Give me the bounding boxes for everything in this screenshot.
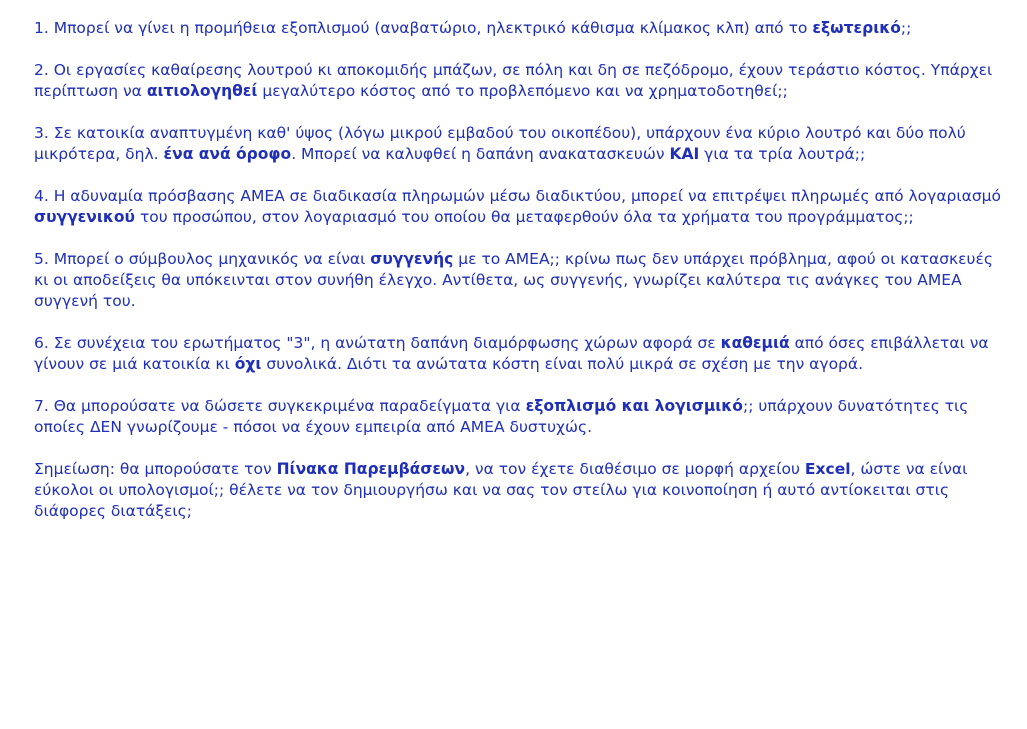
segment: 5. Μπορεί ο σύμβουλος μηχανικός να είναι <box>34 250 371 268</box>
question-7 <box>34 396 1009 438</box>
bold-term: ένα ανά όροφο <box>163 145 292 163</box>
segment: , ώστε να είναι εύκολοι οι υπολογισμοί;; θέλετε να τον δημιουργήσω και να σας τον στείλω για κοινοποίηση ή αυτό αντίοκειται στις διάφορες διατάξεις; <box>34 460 968 520</box>
question-3 <box>34 123 1009 165</box>
segment: 1. Μπορεί να γίνει η προμήθεια εξοπλισμού (αναβατώριο, ηλεκτρικό κάθισμα κλίμακος κλπ) από το <box>34 19 813 37</box>
bold-term: ΚΑΙ <box>669 145 700 163</box>
segment: . Μπορεί να καλυφθεί η δαπάνη ανακατασκευών <box>291 145 670 163</box>
bold-term: συγγενικού <box>34 208 136 226</box>
segment: μεγαλύτερο κόστος από το προβλεπόμενο και να χρηματοδοτηθεί;; <box>257 82 788 100</box>
segment: από όσες επιβάλλεται να γίνουν σε μιά κατοικία κι <box>34 334 989 373</box>
bold-term: εξοπλισμό και λογισμικό <box>525 397 743 415</box>
segment: ;; <box>900 19 912 37</box>
segment: 3. Σε κατοικία αναπτυγμένη καθ' ύψος (λόγω μικρού εμβαδού του οικοπέδου), υπάρχουν ένα κύριο λουτρό και δύο πολύ μικρότερα, δηλ. <box>34 124 966 163</box>
note-paragraph <box>34 459 1009 522</box>
segment: του προσώπου, στον λογαριασμό του οποίου θα μεταφερθούν όλα τα χρήματα του προγράμματος;; <box>135 208 914 226</box>
question-5 <box>34 249 1009 312</box>
segment: ;; υπάρχουν δυνατότητες τις οποίες ΔΕΝ γνωρίζουμε - πόσοι να έχουν εμπειρία από ΑΜΕΑ δυστυχώς. <box>34 397 969 436</box>
question-1 <box>34 18 1009 39</box>
bold-term: αιτιολογηθεί <box>146 82 258 100</box>
segment: για τα τρία λουτρά;; <box>699 145 866 163</box>
bold-term: εξωτερικό <box>812 19 901 37</box>
segment: 6. Σε συνέχεια του ερωτήματος "3", η ανώτατη δαπάνη διαμόρφωσης χώρων αφορά σε <box>34 334 721 352</box>
segment: , να τον έχετε διαθέσιμο σε μορφή αρχείου <box>465 460 805 478</box>
bold-term: συγγενής <box>370 250 454 268</box>
segment: συνολικά. Διότι τα ανώτατα κόστη είναι πολύ μικρά σε σχέση με την αγορά. <box>261 355 864 373</box>
segment: 2. Οι εργασίες καθαίρεσης λουτρού κι αποκομιδής μπάζων, σε πόλη και δη σε πεζόδρομο, έχουν τεράστιο κόστος. Υπάρχει περίπτωση να <box>34 61 993 100</box>
question-6 <box>34 333 1009 375</box>
bold-term: Excel <box>804 460 851 478</box>
bold-term: Πίνακα Παρεμβάσεων <box>276 460 466 478</box>
segment: με το ΑΜΕΑ;; κρίνω πως δεν υπάρχει πρόβλημα, αφού οι κατασκευές κι οι αποδείξεις θα υπόκεινται στον συνήθη έλεγχο. Αντίθετα, ως συγγενής, γνωρίζει καλύτερα τις ανάγκες του ΑΜΕΑ συγγενή του. <box>34 250 993 310</box>
question-4 <box>34 186 1009 228</box>
segment: Σημείωση: θα μπορούσατε τον <box>34 460 277 478</box>
bold-term: καθεμιά <box>720 334 790 352</box>
segment: 7. Θα μπορούσατε να δώσετε συγκεκριμένα παραδείγματα για <box>34 397 526 415</box>
bold-term: όχι <box>234 355 262 373</box>
segment: 4. Η αδυναμία πρόσβασης ΑΜΕΑ σε διαδικασία πληρωμών μέσω διαδικτύου, μπορεί να επιτρέψει πληρωμές από λογαριασμό <box>34 187 1002 205</box>
question-2 <box>34 60 1009 102</box>
document-body <box>34 18 1009 543</box>
